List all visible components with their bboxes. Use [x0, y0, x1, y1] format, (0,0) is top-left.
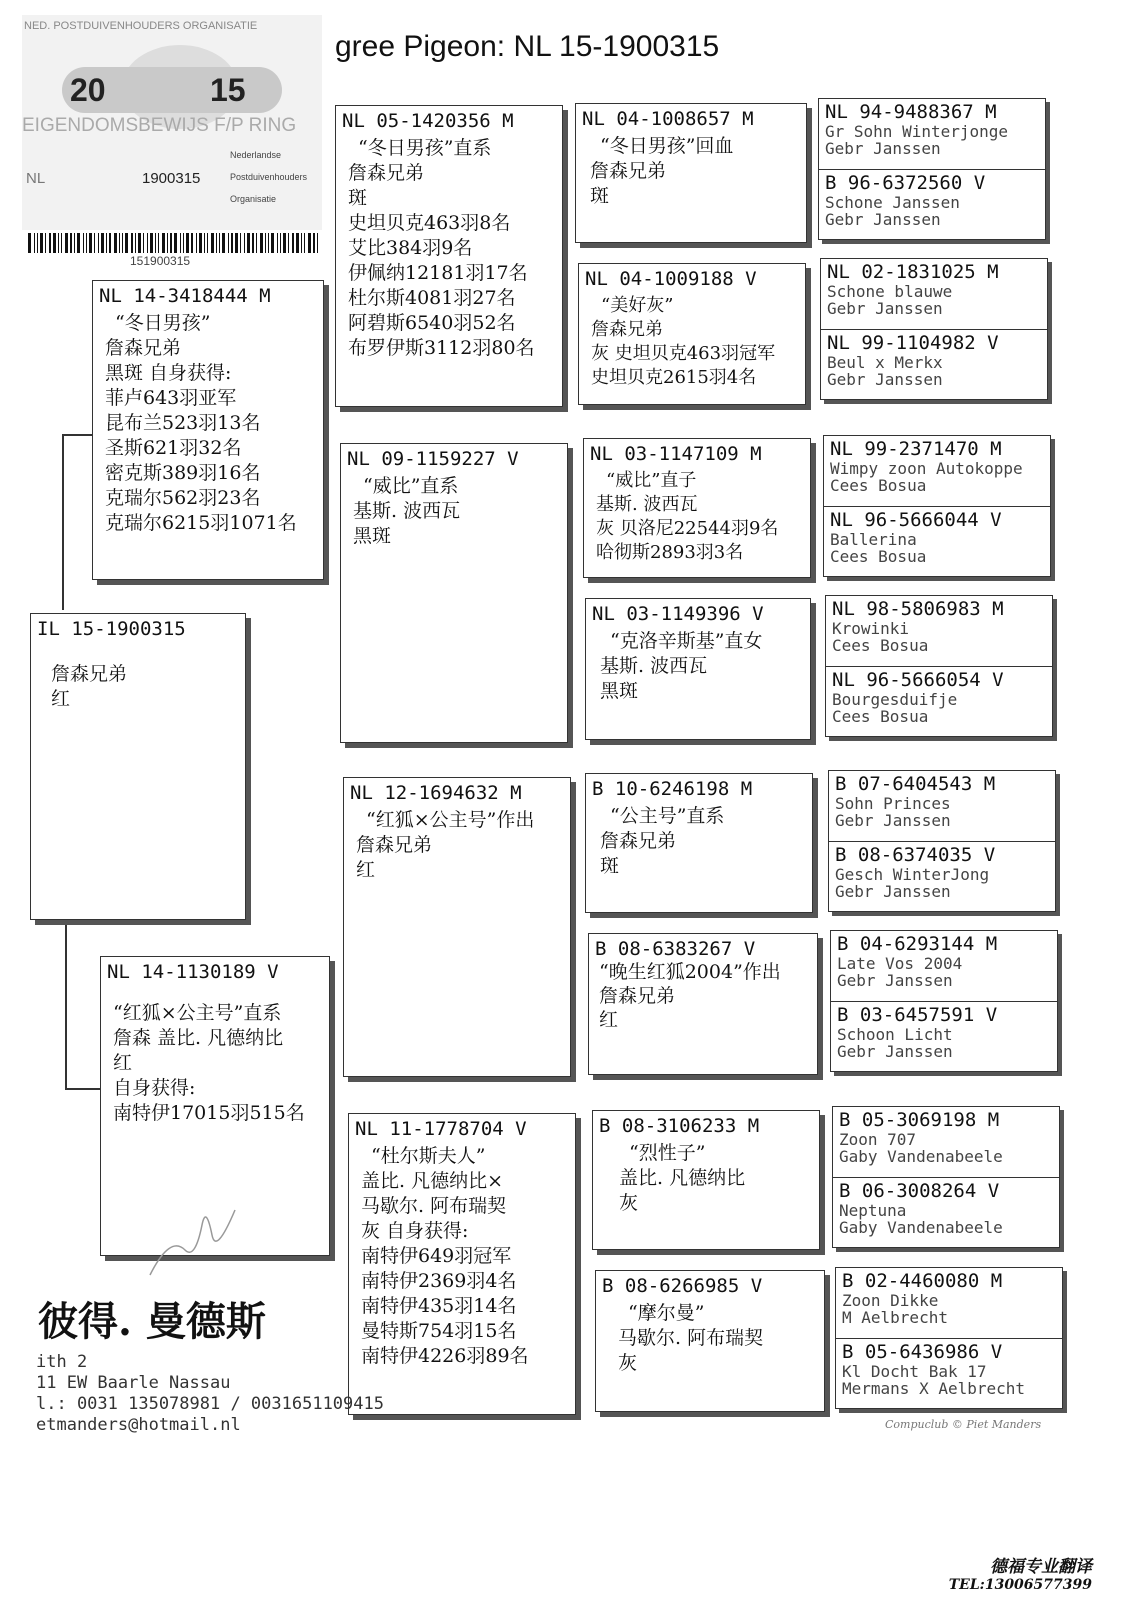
info-line: Zoon Dikke: [842, 1291, 939, 1310]
pigeon-sire: [92, 280, 324, 580]
pigeon-gen3-6: [588, 933, 818, 1075]
connector-line: [62, 434, 95, 436]
org-line-1: Nederlandse: [230, 150, 282, 160]
pigeon-gen4-pair-6: [830, 930, 1058, 1072]
pigeon-gen2-1: [335, 105, 563, 407]
info-line: Gebr Janssen: [825, 210, 941, 229]
gen4-dam: [831, 1001, 1057, 1071]
info-line: Mermans X Aelbrecht: [842, 1379, 1026, 1398]
info-line: Sohn Princes: [835, 794, 951, 813]
info-line: 詹森 盖比. 凡德纳比: [113, 1027, 284, 1049]
info-line: 灰: [619, 1192, 639, 1214]
info-line: “摩尔曼”: [628, 1302, 705, 1324]
email: etmanders@hotmail.nl: [36, 1415, 241, 1435]
ring-number: NL 12-1694632 M: [350, 782, 522, 804]
info-line: 马歇尔. 阿布瑞契: [618, 1327, 764, 1349]
info-line: 杜尔斯4081羽27名: [348, 287, 516, 309]
info-line: 自身获得:: [113, 1077, 196, 1099]
breeder-contact: [36, 1352, 384, 1436]
org-line-3: Organisatie: [230, 194, 277, 204]
pigeon-gen4-pair-4: [825, 595, 1053, 737]
gen4-sire: [836, 1268, 1062, 1338]
ring-number: B 10-6246198 M: [592, 778, 753, 800]
ring-number: NL 99-1104982 V: [827, 332, 999, 354]
info-line: “美好灰”: [601, 295, 674, 316]
info-line: 马歇尔. 阿布瑞契: [361, 1195, 507, 1217]
info-line: Gebr Janssen: [835, 811, 951, 830]
ring-subtitle: EIGENDOMSBEWIJS F/P RING: [22, 115, 297, 136]
info-line: 詹森兄弟: [590, 160, 667, 182]
ring-number: B 05-6436986 V: [842, 1341, 1003, 1363]
gen4-sire: [821, 259, 1047, 329]
info-line: 哈彻斯2893羽3名: [596, 542, 744, 563]
ring-number: NL 03-1147109 M: [590, 443, 762, 465]
signature-icon: [140, 1195, 250, 1285]
info-line: 昆布兰523羽13名: [105, 412, 261, 434]
translator-stamp: [949, 1552, 1092, 1593]
ring-number: NL 96-5666044 V: [830, 509, 1002, 531]
connector-line: [65, 920, 67, 1088]
ring-number: B 08-6266985 V: [602, 1275, 763, 1297]
info-line: 詹森兄弟: [105, 337, 182, 359]
ring-number: NL 99-2371470 M: [830, 438, 1002, 460]
info-line: Krowinki: [832, 619, 910, 638]
connector-line: [65, 1088, 100, 1090]
ring-certificate: [22, 15, 322, 270]
pigeon-gen3-2: [578, 263, 806, 405]
info-line: 红: [599, 1009, 619, 1031]
ring-number: B 96-6372560 V: [825, 172, 986, 194]
info-line: 南特伊2369羽4名: [361, 1270, 517, 1292]
gen4-sire: [829, 771, 1055, 841]
pigeon-gen4-pair-7: [832, 1106, 1060, 1248]
info-line: 伊佩纳12181羽17名: [348, 262, 528, 284]
ring-number: NL 09-1159227 V: [347, 448, 519, 470]
pigeon-subject: [30, 613, 246, 920]
info-line: 灰: [618, 1352, 638, 1374]
ring-number: NL 96-5666054 V: [832, 669, 1004, 691]
ring-number: NL 04-1009188 V: [585, 268, 757, 290]
ring-number: NL 94-9488367 M: [825, 101, 997, 123]
ring-number: NL 14-3418444 M: [99, 285, 271, 307]
ring-number: B 04-6293144 M: [837, 933, 998, 955]
page-title: gree Pigeon: NL 15-1900315: [335, 30, 720, 63]
info-line: Gr Sohn Winterjonge: [825, 122, 1009, 141]
gen4-dam: [824, 506, 1050, 576]
ring-number: B 08-6374035 V: [835, 844, 996, 866]
info-line: Cees Bosua: [832, 636, 929, 655]
info-line: Wimpy zoon Autokoppe: [830, 459, 1023, 478]
info-line: Cees Bosua: [830, 547, 927, 566]
info-line: “冬日男孩”直系: [358, 137, 492, 159]
info-line: Gebr Janssen: [825, 139, 941, 158]
info-line: 基斯. 波西瓦: [596, 494, 698, 515]
info-line: 密克斯389羽16名: [105, 462, 261, 484]
ring-number: B 07-6404543 M: [835, 773, 996, 795]
ring-number: B 05-3069198 M: [839, 1109, 1000, 1131]
info-line: 斑: [600, 855, 620, 877]
info-line: 基斯. 波西瓦: [353, 500, 461, 522]
info-line: 灰 史坦贝克463羽冠军: [591, 343, 776, 364]
gen4-sire: [826, 596, 1052, 666]
info-line: “晚生红狐2004”作出: [599, 961, 781, 983]
info-line: 红: [51, 688, 71, 710]
info-line: Bourgesduifje: [832, 690, 958, 709]
info-line: Beul x Merkx: [827, 353, 943, 372]
info-line: 史坦贝克2615羽4名: [591, 367, 757, 388]
info-line: Gaby Vandenabeele: [839, 1218, 1003, 1237]
ring-number: NL 11-1778704 V: [355, 1118, 527, 1140]
pigeon-gen3-5: [585, 773, 813, 913]
info-line: 南特伊435羽14名: [361, 1295, 517, 1317]
ring-number: B 08-3106233 M: [599, 1115, 760, 1137]
ring-number: NL 02-1831025 M: [827, 261, 999, 283]
info-line: 基斯. 波西瓦: [600, 655, 708, 677]
pigeon-gen3-7: [592, 1110, 820, 1250]
ring-number: IL 15-1900315: [37, 618, 186, 640]
ring-country: NL: [26, 170, 46, 187]
pigeon-gen4-pair-8: [835, 1267, 1063, 1409]
barcode-icon: [28, 233, 318, 253]
info-line: 红: [356, 859, 376, 881]
translator-name: 德福专业翻译: [990, 1557, 1092, 1577]
ring-number: NL 03-1149396 V: [592, 603, 764, 625]
info-line: 曼特斯754羽15名: [361, 1320, 517, 1342]
info-line: 斑: [348, 187, 368, 209]
info-line: “杜尔斯夫人”: [371, 1145, 486, 1167]
info-line: 盖比. 凡德纳比: [619, 1167, 746, 1189]
info-line: “威比”直系: [363, 475, 459, 497]
address-line-1: ith 2: [36, 1352, 88, 1372]
ring-number: B 08-6383267 V: [595, 938, 756, 960]
info-line: 詹森兄弟: [600, 830, 677, 852]
info-line: “冬日男孩”: [115, 312, 211, 334]
info-line: 南特伊17015羽515名: [113, 1102, 305, 1124]
info-line: Gesch WinterJong: [835, 865, 990, 884]
gen4-sire: [819, 99, 1045, 169]
ring-number: B 02-4460080 M: [842, 1270, 1003, 1292]
info-line: Schone Janssen: [825, 193, 960, 212]
info-line: Gebr Janssen: [827, 299, 943, 318]
info-line: 克瑞尔6215羽1071名: [105, 512, 297, 534]
pigeon-gen2-2: [340, 443, 568, 743]
pigeon-gen4-pair-1: [818, 98, 1046, 240]
gen4-dam: [826, 666, 1052, 736]
info-line: 詹森兄弟: [348, 162, 425, 184]
info-line: 菲卢643羽亚军: [105, 387, 237, 409]
gen4-sire: [833, 1107, 1059, 1177]
org-line-2: Postduivenhouders: [230, 172, 308, 182]
info-line: 灰 贝洛尼22544羽9名: [596, 518, 779, 539]
info-line: “公主号”直系: [610, 805, 725, 827]
info-line: “威比”直子: [606, 470, 697, 491]
info-line: “冬日男孩”回血: [600, 135, 734, 157]
info-line: Gebr Janssen: [827, 370, 943, 389]
info-line: “红狐×公主号”直系: [113, 1002, 282, 1024]
info-line: Schone blauwe: [827, 282, 953, 301]
info-line: 克瑞尔562羽23名: [105, 487, 261, 509]
ring-number: NL 98-5806983 M: [832, 598, 1004, 620]
info-line: 詹森兄弟: [356, 834, 433, 856]
ring-number: B 06-3008264 V: [839, 1180, 1000, 1202]
info-line: 圣斯621羽32名: [105, 437, 242, 459]
pigeon-gen3-3: [583, 438, 811, 578]
info-line: Cees Bosua: [832, 707, 929, 726]
pigeon-gen4-pair-5: [828, 770, 1056, 912]
year-left: 20: [70, 72, 106, 108]
ring-number: NL 05-1420356 M: [342, 110, 514, 132]
pigeon-gen3-1: [575, 103, 807, 243]
info-line: “烈性子”: [629, 1142, 706, 1164]
info-line: 黑斑: [600, 680, 639, 702]
ring-number: B 03-6457591 V: [837, 1004, 998, 1026]
copyright: Compuclub © Piet Manders: [885, 1418, 1042, 1431]
gen4-sire: [831, 931, 1057, 1001]
barcode-number: 151900315: [130, 254, 191, 268]
info-line: Ballerina: [830, 530, 917, 549]
address-line-2: 11 EW Baarle Nassau: [36, 1373, 231, 1393]
info-line: 布罗伊斯3112羽80名: [348, 337, 535, 359]
info-line: 詹森兄弟: [51, 663, 128, 685]
year-right: 15: [210, 72, 246, 108]
info-line: 盖比. 凡德纳比×: [361, 1170, 503, 1192]
info-line: 红: [113, 1052, 133, 1074]
info-line: 阿碧斯6540羽52名: [348, 312, 516, 334]
info-line: 黑斑 自身获得:: [105, 362, 232, 384]
gen4-sire: [824, 436, 1050, 506]
phone: l.: 0031 135078981 / 0031651109415: [36, 1394, 384, 1414]
info-line: Gebr Janssen: [835, 882, 951, 901]
info-line: Gebr Janssen: [837, 1042, 953, 1061]
pigeon-gen4-pair-2: [820, 258, 1048, 400]
pigeon-gen4-pair-3: [823, 435, 1051, 577]
gen4-dam: [821, 329, 1047, 399]
gen4-dam: [819, 169, 1045, 239]
info-line: 史坦贝克463羽8名: [348, 212, 511, 234]
info-line: Schoon Licht: [837, 1025, 953, 1044]
info-line: “克洛辛斯基”直女: [610, 630, 763, 652]
info-line: Kl Docht Bak 17: [842, 1362, 987, 1381]
ring-number: 1900315: [142, 170, 201, 187]
info-line: 黑斑: [353, 525, 392, 547]
info-line: M Aelbrecht: [842, 1308, 948, 1327]
info-line: 南特伊4226羽89名: [361, 1345, 529, 1367]
info-line: 南特伊649羽冠军: [361, 1245, 512, 1267]
ring-number: NL 14-1130189 V: [107, 961, 279, 983]
info-line: Late Vos 2004: [837, 954, 963, 973]
ring-top-text: NED. POSTDUIVENHOUDERS ORGANISATIE: [24, 20, 258, 32]
gen4-dam: [836, 1338, 1062, 1408]
info-line: 詹森兄弟: [599, 985, 676, 1007]
translator-phone: TEL:13006577399: [948, 1577, 1092, 1593]
info-line: Gebr Janssen: [837, 971, 953, 990]
info-line: Gaby Vandenabeele: [839, 1147, 1003, 1166]
gen4-dam: [833, 1177, 1059, 1247]
info-line: Neptuna: [839, 1201, 907, 1220]
pigeon-gen3-4: [585, 598, 811, 740]
info-line: 灰 自身获得:: [361, 1220, 469, 1242]
info-line: 艾比384羽9名: [348, 237, 473, 259]
info-line: 斑: [590, 185, 610, 207]
pigeon-gen3-8: [595, 1270, 825, 1412]
ring-certificate-graphic: [22, 15, 322, 270]
gen4-dam: [829, 841, 1055, 911]
pigeon-gen2-3: [343, 777, 571, 1077]
ring-number: NL 04-1008657 M: [582, 108, 754, 130]
connector-line: [62, 434, 64, 610]
info-line: 詹森兄弟: [591, 319, 663, 340]
breeder-name: 彼得. 曼德斯: [38, 1298, 266, 1345]
info-line: Zoon 707: [839, 1130, 917, 1149]
info-line: “红狐×公主号”作出: [366, 809, 535, 831]
info-line: Cees Bosua: [830, 476, 927, 495]
